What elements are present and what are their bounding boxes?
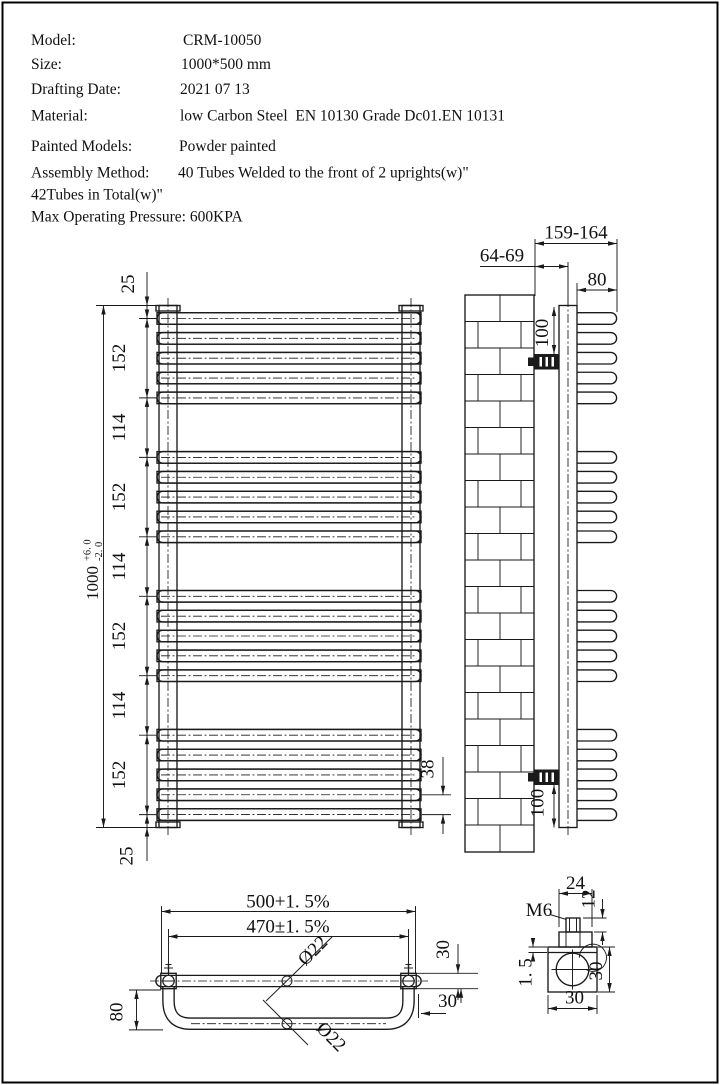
dim-tube-dia-top: Ø22 [294, 932, 333, 971]
drawing-geometry [96, 239, 617, 1045]
dim-centers-width: 470±1. 5% [246, 916, 330, 938]
dim-bracket-bottom: 100 [527, 788, 549, 818]
spec-assembly-label: Assembly Method: [31, 164, 150, 182]
spec-painted-label: Painted Models: [31, 138, 133, 155]
dim-overall-tol-plus: +6. 0 [82, 539, 94, 561]
dim-bracket-top: 100 [532, 318, 553, 348]
dim-gap-1: 114 [109, 413, 130, 442]
dim-overall-width: 500+1. 5% [246, 891, 330, 913]
dim-gap-3: 114 [109, 691, 130, 720]
dim-tube-depth: 80 [587, 269, 607, 291]
dim-overall-height [83, 539, 106, 600]
dim-bracket-offset: 30 [438, 991, 457, 1012]
dim-wall-thickness: 1. 5 [515, 958, 537, 987]
dim-top-offset: 25 [118, 274, 139, 294]
spec-material-value: low Carbon Steel EN 10130 Grade Dc01.EN 10131 [180, 107, 506, 125]
dim-thread-label: M6 [525, 900, 553, 921]
dim-tube-gap: 38 [417, 759, 439, 779]
spec-date-label: Drafting Date: [31, 81, 121, 98]
spec-material-label: Material: [31, 107, 88, 125]
spec-block [31, 32, 505, 226]
dim-detail-height: 30 [586, 961, 607, 981]
spec-size-value: 1000*500 mm [181, 56, 271, 73]
front-view-dimensions [83, 275, 439, 866]
dim-total-depth: 159-164 [544, 222, 608, 244]
dim-wall-gap: 64-69 [479, 245, 525, 267]
spec-model-label: Model: [31, 32, 76, 49]
spec-max-pressure: Max Operating Pressure: 600KPA [31, 208, 243, 226]
dim-group-3: 152 [109, 621, 130, 651]
spec-model-value: CRM-10050 [183, 32, 262, 49]
dim-group-2: 152 [109, 482, 130, 512]
dim-overall-tol-minus: -2. 0 [94, 541, 105, 561]
side-view-dimensions [480, 223, 608, 818]
dim-tube-dia-bottom: Ø22 [311, 1018, 350, 1057]
dim-group-1: 152 [109, 343, 130, 373]
spec-assembly-value: 40 Tubes Welded to the front of 2 uprights(w)" [178, 164, 469, 182]
spec-painted-value: Powder painted [179, 138, 276, 155]
dim-bracket-size: 30 [433, 940, 454, 959]
dim-overall-height-value: 1000 [83, 566, 102, 600]
spec-tubes-total: 42Tubes in Total(w)" [31, 186, 163, 204]
dim-stub-height: 12 [578, 889, 600, 909]
spec-size-label: Size: [31, 56, 62, 73]
spec-date-value: 2021 07 13 [180, 81, 250, 98]
dim-nut-width: 24 [566, 873, 585, 894]
dim-detail-width: 30 [565, 987, 584, 1009]
dim-loop-depth: 80 [106, 1002, 128, 1022]
dim-bottom-offset: 25 [116, 846, 138, 866]
dim-group-4: 152 [109, 760, 130, 790]
dim-gap-2: 114 [109, 552, 130, 581]
